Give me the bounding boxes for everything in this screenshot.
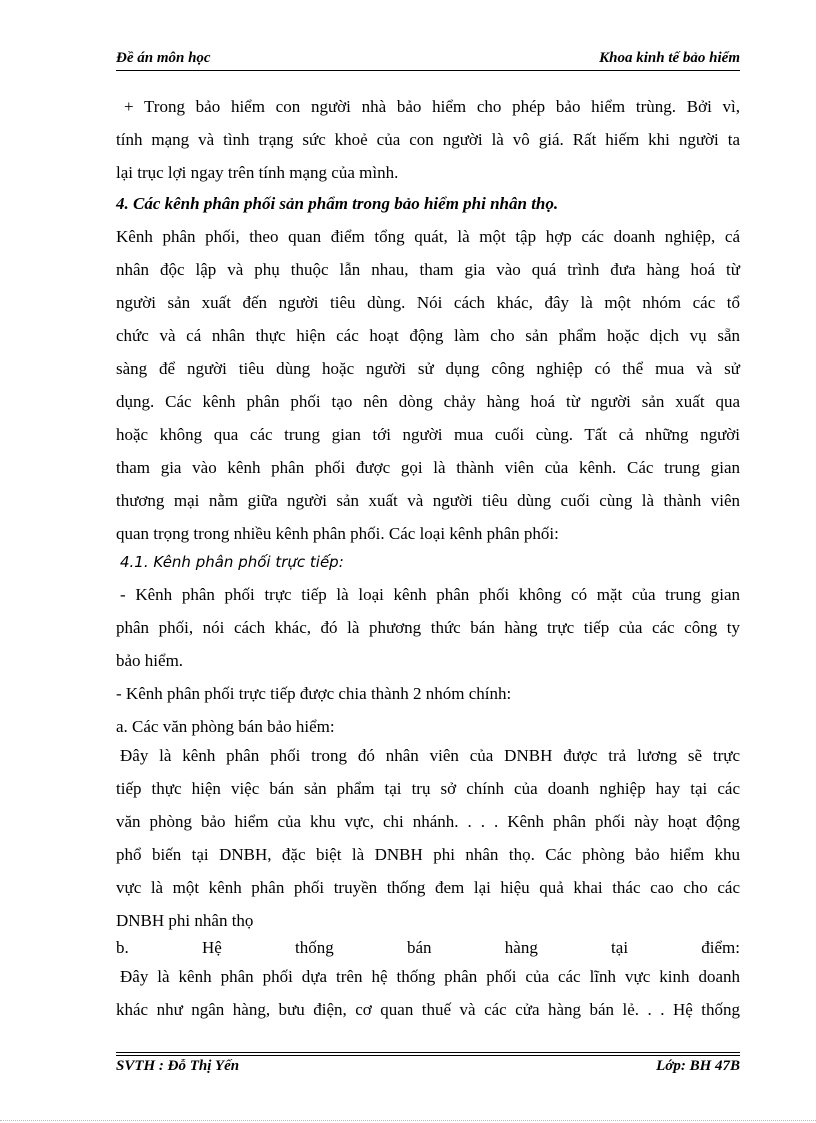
body-line: a. Các văn phòng bán bảo hiểm: [116, 717, 335, 736]
body-line: bảo hiểm. [116, 651, 184, 670]
body-line: tiếp thực hiện việc bán sản phẩm tại trụ sở chính của doanh nghiệp hay tại các [116, 779, 740, 798]
footer-rule-bottom [116, 1055, 740, 1056]
body-line: DNBH phi nhân thọ [116, 911, 254, 930]
body-line: - Kênh phân phối trực tiếp được chia thành 2 nhóm chính: [116, 684, 512, 703]
body-line: vực là một kênh phân phối truyền thống đem lại hiệu quả khai thác cao cho các [116, 878, 740, 897]
body-line: lại trục lợi ngay trên tính mạng của mình. [116, 163, 399, 182]
body-line: quan trọng trong nhiều kênh phân phối. Các loại kênh phân phối: [116, 524, 559, 543]
body-line: Kênh phân phối, theo quan điểm tổng quát, là một tập hợp các doanh nghiệp, cá [116, 227, 740, 246]
body-line: Đây là kênh phân phối dựa trên hệ thống phân phối của các lĩnh vực kinh doanh [120, 967, 740, 986]
body-line: dụng. Các kênh phân phối tạo nên dòng chảy hàng hoá từ người sản xuất qua [116, 392, 740, 411]
body-line: văn phòng bảo hiểm của khu vực, chi nhánh. . . . Kênh phân phối này hoạt động [116, 812, 740, 831]
body-line: nhân độc lập và phụ thuộc lẫn nhau, tham gia vào quá trình đưa hàng hoá từ [116, 260, 740, 279]
footer-left: SVTH : Đỗ Thị Yến [116, 1058, 240, 1074]
body-line: phân phối, nói cách khác, đó là phương thức bán hàng trực tiếp của các công ty [116, 618, 740, 637]
page-edge-dotted-line [0, 1120, 816, 1121]
body-line: sàng để người tiêu dùng hoặc người sử dụng công nghiệp có thể mua và sử [116, 359, 740, 378]
body-line: b. Hệ thống bán hàng tại điểm: [116, 938, 740, 957]
body-line: tham gia vào kênh phân phối được gọi là thành viên của kênh. Các trung gian [116, 458, 740, 477]
body-line: người sản xuất đến người tiêu dùng. Nói cách khác, đây là một nhóm các tổ [116, 293, 740, 312]
body-line: thương mại nằm giữa người sản xuất và người tiêu dùng cuối cùng là thành viên [116, 491, 740, 510]
footer-right: Lớp: BH 47B [656, 1058, 740, 1074]
page-header [116, 50, 740, 70]
header-right: Khoa kinh tế bảo hiểm [599, 50, 740, 66]
body-line: chức và cá nhân thực hiện các hoạt động làm cho sản phẩm hoặc dịch vụ sẵn [116, 326, 740, 345]
body-line: - Kênh phân phối trực tiếp là loại kênh phân phối không có mặt của trung gian [120, 585, 740, 604]
body-line: Đây là kênh phân phối trong đó nhân viên của DNBH được trả lương sẽ trực [120, 746, 740, 765]
section-heading: 4. Các kênh phân phối sản phẩm trong bảo hiểm phi nhân thọ. [116, 194, 559, 213]
header-rule [116, 70, 740, 71]
subsection-heading: 4.1. Kênh phân phối trực tiếp: [120, 553, 344, 571]
page-footer [116, 1058, 740, 1078]
header-left: Đề án môn học [116, 50, 211, 66]
body-line: phổ biến tại DNBH, đặc biệt là DNBH phi nhân thọ. Các phòng bảo hiểm khu [116, 845, 740, 864]
body-line: + Trong bảo hiểm con người nhà bảo hiểm cho phép bảo hiểm trùng. Bởi vì, [124, 97, 740, 116]
body-line: khác như ngân hàng, bưu điện, cơ quan thuế và các cửa hàng bán lẻ. . . Hệ thống [116, 1000, 740, 1019]
body-line: tính mạng và tình trạng sức khoẻ của con người là vô giá. Rất hiếm khi người ta [116, 130, 740, 149]
footer-rule-top [116, 1052, 740, 1053]
body-line: hoặc không qua các trung gian tới người mua cuối cùng. Tất cả những người [116, 425, 740, 444]
